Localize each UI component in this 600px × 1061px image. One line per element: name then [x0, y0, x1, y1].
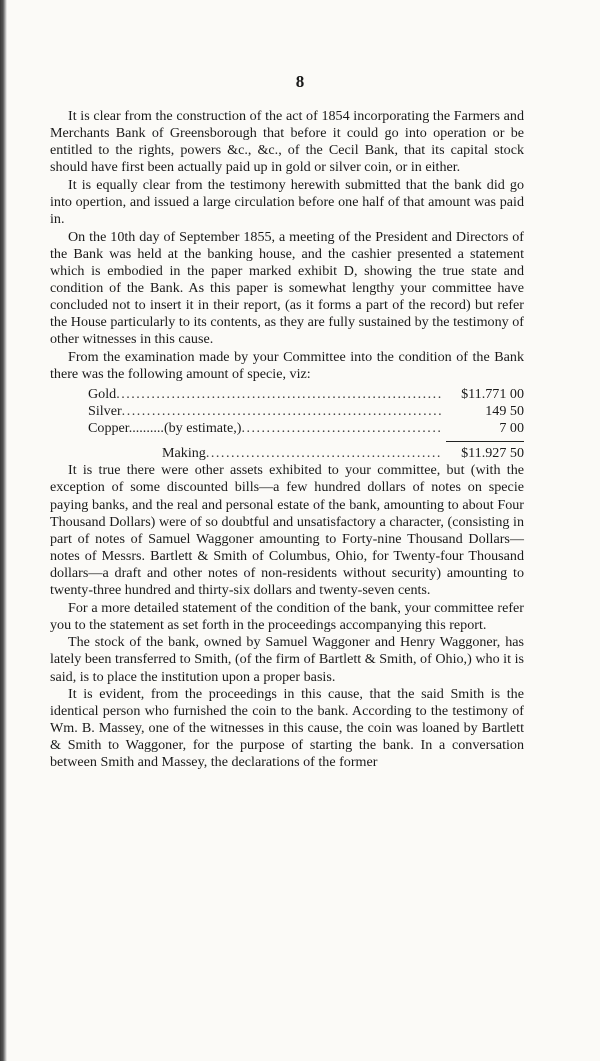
leader-dots [206, 445, 442, 462]
leader-dots [116, 386, 442, 403]
page-number: 8 [295, 72, 305, 91]
specie-total-label: Making [162, 445, 206, 462]
paragraph-examination: From the examination made by your Committee into the condition of the Bank there was the following amount of specie, viz: [50, 348, 524, 382]
paragraph-detailed-statement: For a more detailed statement of the condition of the bank, your committee refer you to the statement as set forth in the proceedings accompanying this report. [50, 599, 524, 633]
paragraph-act-of-1854: It is clear from the construction of the act of 1854 incorporating the Farmers and Merchants Bank of Greensborough that before it could go into operation or be entitled to the rights, powers &c., &c., of the Cecil Bank, that its capital stock should have first been actually paid up in gold or silver coin, or in either. [50, 108, 524, 176]
paragraph-meeting: On the 10th day of September 1855, a meeting of the President and Directors of the Bank was held at the banking house, and the cashier presented a statement which is embodied in the paper marked exhibit D, showing the true state and condition of the Bank. As this paper is somewhat lengthy your committee have concluded not to insert it in their report, (as it forms a part of the record) but refer the House particularly to its contents, as they are fully sustained by the testimony of other witnesses in this cause. [50, 228, 524, 348]
specie-row-silver [50, 403, 524, 420]
specie-row-total [50, 445, 524, 462]
paragraph-stock-transfer: The stock of the bank, owned by Samuel Waggoner and Henry Waggoner, has lately been transferred to Smith, (of the firm of Bartlett & Smith, of Ohio,) who it is said, is to place the institution upon a proper basis. [50, 634, 524, 685]
paragraph-coin-loan: It is evident, from the proceedings in this cause, that the said Smith is the identical person who furnished the coin to the bank. According to the testimony of Wm. B. Massey, one of the witnesses in this cause, the coin was loaned by Bartlett & Smith to Waggoner, for the purpose of starting the bank. In a conversation between Smith and Massey, the declarations of the former [50, 686, 524, 771]
specie-amount: 149 50 [485, 403, 524, 420]
specie-row-gold [50, 386, 524, 403]
total-rule [446, 441, 524, 442]
specie-label: Gold [88, 386, 117, 402]
report-text [50, 108, 524, 772]
specie-label: Copper..........(by estimate,) [88, 420, 242, 437]
specie-amount: $11.771 00 [461, 386, 524, 402]
specie-total-amount: $11.927 50 [461, 445, 524, 462]
specie-table [50, 386, 524, 462]
paragraph-other-assets: It is true there were other assets exhibited to your committee, but (with the exception of some discounted bills—a few hundred dollars of notes on specie paying banks, and the real and personal estate of the bank, amounting to about Four Thousand Dollars) were of so doubtful and unsatisfactory a character, (consisting in part of notes of Samuel Waggoner amounting to Forty-nine Thousand Dollars—notes of Messrs. Bartlett & Smith of Columbus, Ohio, for Twenty-four Thousand dollars—a draft and other notes of non-residents without security) amounting to twenty-three hundred and thirty-six dollars and twenty-seven cents. [50, 462, 524, 599]
paragraph-opertion: It is equally clear from the testimony herewith submitted that the bank did go into opertion, and issued a large circulation before one half of that amount was paid in. [50, 176, 524, 228]
scan-edge-shadow [0, 0, 7, 1061]
leader-dots [122, 403, 442, 420]
leader-dots [241, 420, 442, 437]
specie-label: Silver [88, 403, 122, 420]
specie-row-copper [50, 420, 524, 437]
specie-amount: 7 00 [499, 420, 524, 437]
